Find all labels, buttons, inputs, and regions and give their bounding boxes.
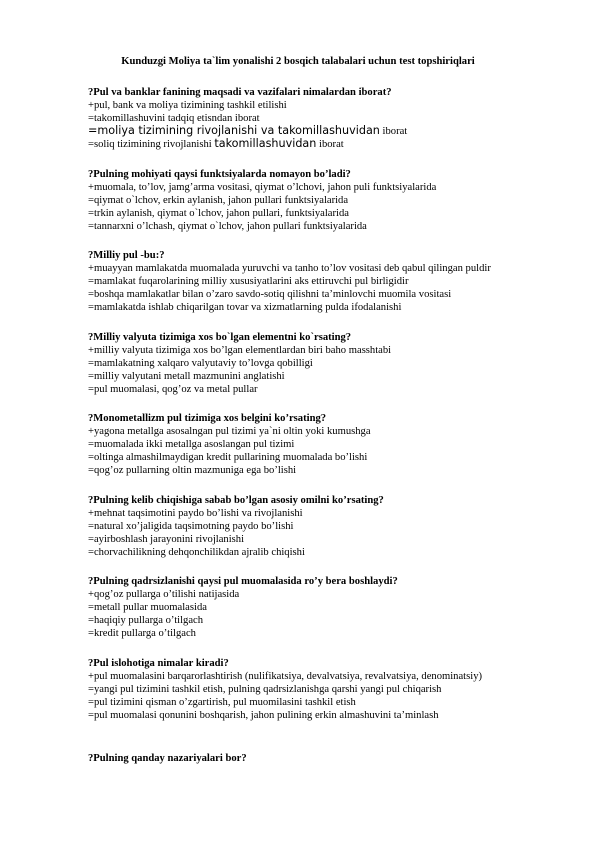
answer-3-2: =mamlakat fuqarolarining milliy xususiyatlarini aks ettiruvchi pul birligidir bbox=[88, 276, 409, 287]
answer-2-2: =qiymat o`lchov, erkin aylanish, jahon pullari funktsiyalarida bbox=[88, 195, 349, 206]
answer-4-2: =mamlakatning xalqaro valyutaviy to’lovga qobilligi bbox=[88, 358, 313, 369]
answer-1-4-sans: takomillashuvidan bbox=[214, 137, 317, 150]
answer-5-4: =qog’oz pullarning oltin mazmuniga ega bo’lishi bbox=[88, 465, 297, 476]
answer-6-2: =natural xo’jaligida taqsimotning paydo bo’lishi bbox=[88, 521, 294, 532]
answer-7-4: =kredit pullarga o’tilgach bbox=[88, 628, 196, 639]
answer-8-correct: +pul muomalasini barqarorlashtirish (nulifikatsiya, devalvatsiya, revalvatsiya, denominatsiy) bbox=[88, 671, 483, 682]
document-title: Kunduzgi Moliya ta`lim yonalishi 2 bosqich talabalari uchun test topshiriqlari bbox=[121, 56, 475, 67]
answer-6-4: =chorvachilikning dehqonchilikdan ajralib chiqishi bbox=[88, 547, 305, 558]
answer-3-correct: +muayyan mamlakatda muomalada yuruvchi va tanho to’lov vositasi deb qabul qilingan puldir bbox=[88, 263, 491, 274]
answer-3-4: =mamlakatda ishlab chiqarilgan tovar va xizmatlarning pulda ifodalanishi bbox=[88, 302, 402, 313]
answer-2-3: =trkin aylanish, qiymat o`lchov, jahon pullari, funktsiyalarida bbox=[88, 208, 349, 219]
answer-4-3: =milliy valyutani metall mazmunini anglatishi bbox=[88, 371, 285, 382]
answer-1-3 bbox=[88, 124, 407, 138]
answer-1-4 bbox=[88, 137, 344, 151]
answer-8-2: =yangi pul tizimini tashkil etish, pulning qadrsizlanishga qarshi yangi pul chiqarish bbox=[88, 684, 442, 695]
answer-7-3: =haqiqiy pullarga o’tilgach bbox=[88, 615, 204, 626]
answer-3-3: =boshqa mamlakatlar bilan o’zaro savdo-sotiq qilishni ta’minlovchi muomila vositasi bbox=[88, 289, 452, 300]
answer-1-correct: +pul, bank va moliya tizimining tashkil etilishi bbox=[88, 100, 287, 111]
question-1: ?Pul va banklar fanining maqsadi va vazifalari nimalardan iborat? bbox=[88, 87, 392, 98]
answer-7-correct: +qog’oz pullarga o’tilishi natijasida bbox=[88, 589, 240, 600]
answer-5-correct: +yagona metallga asosalngan pul tizimi ya`ni oltin yoki kumushga bbox=[88, 426, 371, 437]
question-7: ?Pulning qadrsizlanishi qaysi pul muomalasida ro’y bera boshlaydi? bbox=[88, 576, 398, 587]
question-5: ?Monometallizm pul tizimiga xos belgini ko’rsating? bbox=[88, 413, 327, 424]
question-2: ?Pulning mohiyati qaysi funktsiyalarda nomayon bo’ladi? bbox=[88, 169, 351, 180]
answer-1-3-tail: iborat bbox=[379, 126, 408, 137]
question-6: ?Pulning kelib chiqishiga sabab bo’lgan asosiy omilni ko’rsating? bbox=[88, 495, 384, 506]
answer-6-3: =ayirboshlash jarayonini rivojlanishi bbox=[88, 534, 245, 545]
answer-1-3-sans: =moliya tizimining rivojlanishi va takomillashuvidan bbox=[88, 124, 380, 137]
answer-5-3: =oltinga almashilmaydigan kredit pullarining muomalada bo’lishi bbox=[88, 452, 368, 463]
answer-4-correct: +milliy valyuta tizimiga xos bo’lgan elementlardan biri baho masshtabi bbox=[88, 345, 392, 356]
answer-2-4: =tannarxni o’lchash, qiymat o`lchov, jahon pullari funktsiyalarida bbox=[88, 221, 367, 232]
answer-1-2: =takomillashuvini tadqiq etisndan iborat bbox=[88, 113, 260, 124]
answer-7-2: =metall pullar muomalasida bbox=[88, 602, 207, 613]
answer-2-correct: +muomala, to’lov, jamg’arma vositasi, qiymat o’lchovi, jahon puli funktsiyalarida bbox=[88, 182, 437, 193]
answer-6-correct: +mehnat taqsimotini paydo bo’lishi va rivojlanishi bbox=[88, 508, 303, 519]
answer-5-2: =muomalada ikki metallga asoslangan pul tizimi bbox=[88, 439, 295, 450]
question-9: ?Pulning qanday nazariyalari bor? bbox=[88, 753, 247, 764]
answer-8-3: =pul tizimini qisman o’zgartirish, pul muomilasini tashkil etish bbox=[88, 697, 356, 708]
question-4: ?Milliy valyuta tizimiga xos bo`lgan elementni ko`rsating? bbox=[88, 332, 352, 343]
question-8: ?Pul islohotiga nimalar kiradi? bbox=[88, 658, 229, 669]
answer-1-4-tail: iborat bbox=[316, 139, 344, 150]
question-3: ?Milliy pul -bu:? bbox=[88, 250, 165, 261]
answer-1-4-head: =soliq tizimining rivojlanishi bbox=[88, 139, 215, 150]
answer-8-4: =pul muomalasi qonunini boshqarish, jahon pulining erkin almashuvini ta’minlash bbox=[88, 710, 439, 721]
answer-4-4: =pul muomalasi, qog’oz va metal pullar bbox=[88, 384, 258, 395]
